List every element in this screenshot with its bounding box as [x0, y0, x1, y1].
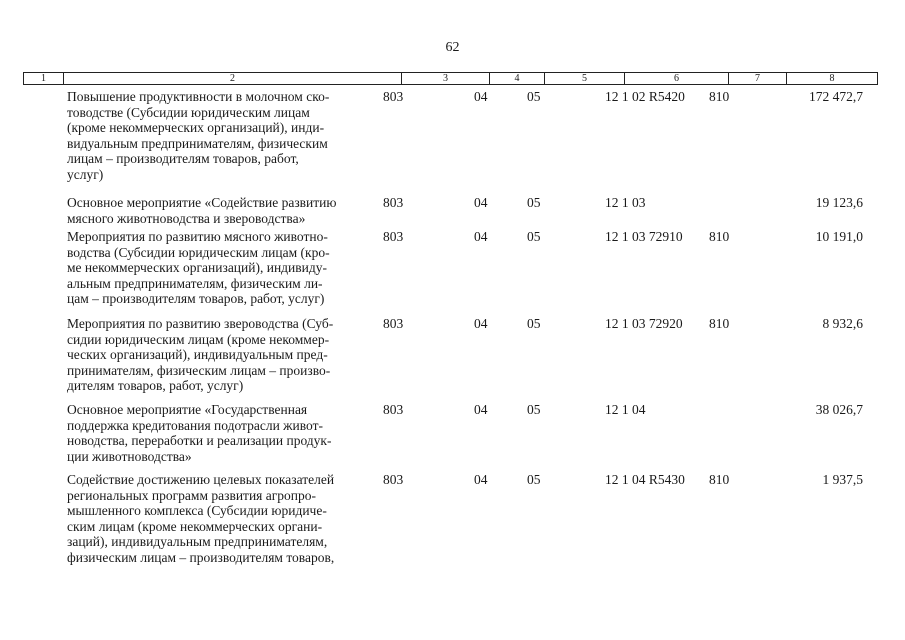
- row-col-4: 04: [474, 402, 488, 417]
- header-col-8: 8: [829, 73, 835, 84]
- row-col-8: 19 123,6: [815, 195, 863, 210]
- row-col-4: 04: [474, 89, 488, 104]
- row-col-5: 05: [527, 402, 541, 417]
- page-number: 62: [445, 40, 460, 55]
- header-col-4: 4: [490, 73, 545, 84]
- row-col-8: 8 932,6: [822, 316, 863, 331]
- row-name: Основное мероприятие «Содействие развитию мясного животноводства и звероводства»: [67, 195, 337, 226]
- row-col-4: 04: [474, 195, 488, 210]
- row-col-7: 810: [709, 89, 730, 104]
- row-col-7: 810: [709, 472, 730, 487]
- row-col-4: 04: [474, 316, 488, 331]
- header-col-7: 7: [729, 73, 787, 84]
- row-col-8: 172 472,7: [809, 89, 863, 104]
- row-col-5: 05: [527, 89, 541, 104]
- row-col-4: 04: [474, 229, 488, 244]
- row-col-8: 1 937,5: [822, 472, 863, 487]
- row-col-6: 12 1 03 72910: [605, 229, 683, 244]
- row-col-6: 12 1 02 R5420: [605, 89, 685, 104]
- row-col-7: 810: [709, 316, 730, 331]
- row-col-4: 04: [474, 472, 488, 487]
- row-col-5: 05: [527, 229, 541, 244]
- row-col-3: 803: [383, 472, 404, 487]
- row-col-5: 05: [527, 195, 541, 210]
- row-col-6: 12 1 03: [605, 195, 646, 210]
- header-col-5: 5: [545, 73, 625, 84]
- header-col-3: 3: [402, 73, 490, 84]
- row-col-3: 803: [383, 195, 404, 210]
- row-col-8: 10 191,0: [815, 229, 863, 244]
- row-col-6: 12 1 04 R5430: [605, 472, 685, 487]
- row-col-5: 05: [527, 472, 541, 487]
- table-header: [23, 72, 878, 85]
- row-col-5: 05: [527, 316, 541, 331]
- row-col-3: 803: [383, 402, 404, 417]
- row-name: Содействие достижению целевых показателей региональных программ развития агропро- мышленного комплекса (Субсидии юридиче- ским лицам (кроме некоммерческих органи- заций), индивидуальным предпринимателям, физическим лицам – производителям товаров,: [67, 472, 335, 565]
- row-name: Основное мероприятие «Государственная поддержка кредитования подотрасли живот- новодства, переработки и реализации продук- ции животноводства»: [67, 402, 332, 464]
- row-col-3: 803: [383, 316, 404, 331]
- row-col-3: 803: [383, 89, 404, 104]
- row-col-3: 803: [383, 229, 404, 244]
- row-col-7: 810: [709, 229, 730, 244]
- header-col-1: 1: [24, 73, 64, 84]
- header-col-2: 2: [64, 73, 402, 84]
- row-col-6: 12 1 04: [605, 402, 646, 417]
- row-col-8: 38 026,7: [815, 402, 863, 417]
- row-col-6: 12 1 03 72920: [605, 316, 683, 331]
- row-name: Повышение продуктивности в молочном ско- товодстве (Субсидии юридическим лицам (кроме некоммерческих организаций), инди- видуальным предпринимателям, физическим лицам – производителям товаров, работ, услуг): [67, 89, 330, 182]
- header-col-6: 6: [625, 73, 729, 84]
- row-name: Мероприятия по развитию звероводства (Суб- сидии юридическим лицам (кроме некоммер- ческих организаций), индивидуальным пред- принимателям, физическим лицам – произво- дителям товаров, работ, услуг): [67, 316, 334, 394]
- row-name: Мероприятия по развитию мясного животно- водства (Субсидии юридическим лицам (кро- ме некоммерческих организаций), индивиду- альным предпринимателям, физическим ли- цам – производителям товаров, работ, услуг): [67, 229, 330, 307]
